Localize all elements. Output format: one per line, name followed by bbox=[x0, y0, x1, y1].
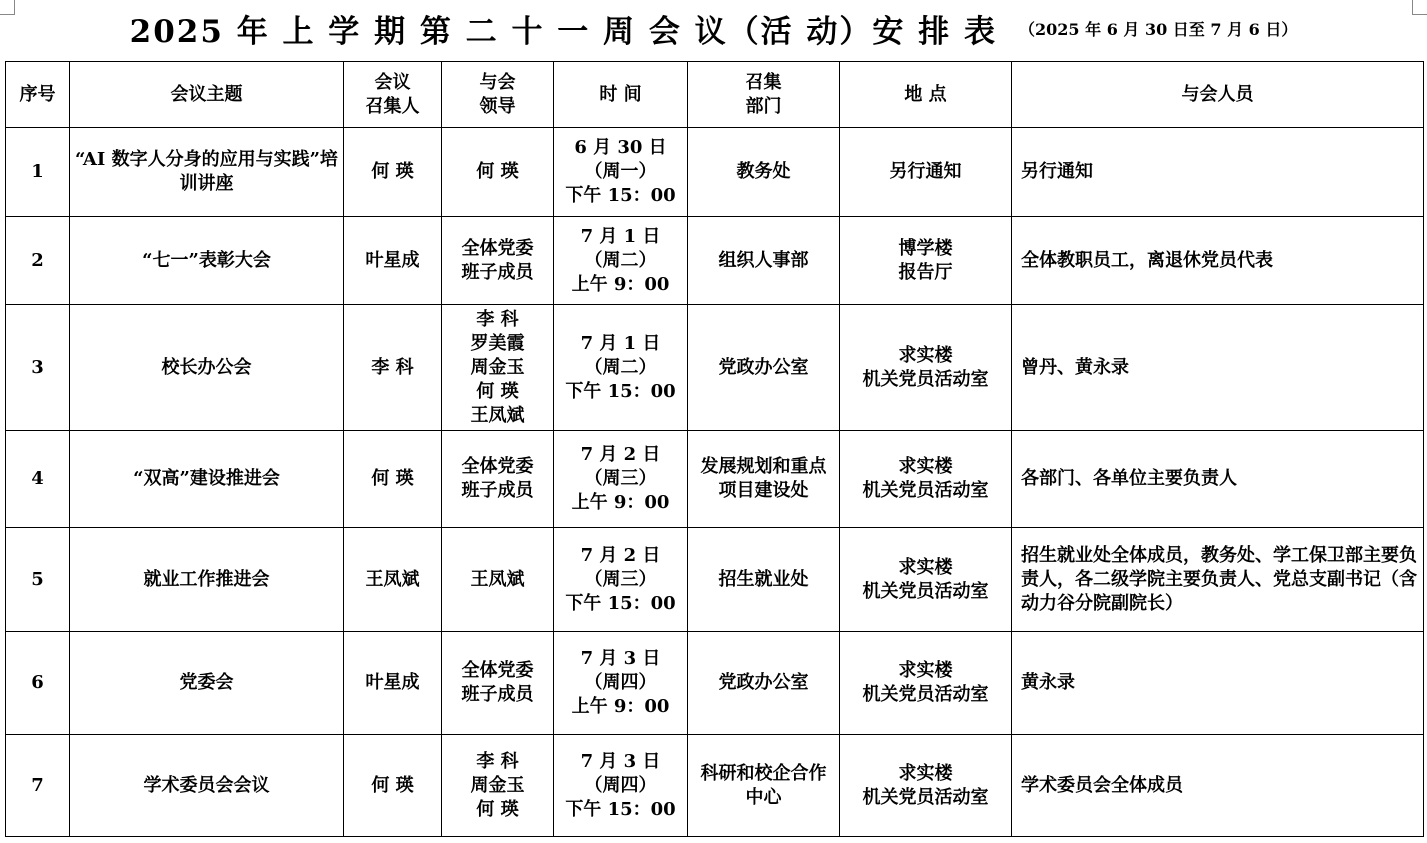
row-leaders: 李 科 罗美霞 周金玉 何 瑛 王凤斌 bbox=[442, 305, 554, 431]
row-topic: “AI 数字人分身的应用与实践”培训讲座 bbox=[70, 128, 344, 217]
header-topic: 会议主题 bbox=[70, 62, 344, 128]
row-convener: 王凤斌 bbox=[344, 528, 442, 632]
row-department: 组织人事部 bbox=[688, 217, 840, 305]
row-location: 另行通知 bbox=[840, 128, 1012, 217]
row-location: 博学楼 报告厅 bbox=[840, 217, 1012, 305]
row-leaders: 何 瑛 bbox=[442, 128, 554, 217]
row-convener: 何 瑛 bbox=[344, 735, 442, 837]
row-topic: 党委会 bbox=[70, 632, 344, 735]
row-time: 6 月 30 日 （周一） 下午 15：00 bbox=[554, 128, 688, 217]
row-time: 7 月 2 日 （周三） 下午 15：00 bbox=[554, 528, 688, 632]
row-topic: “双高”建设推进会 bbox=[70, 431, 344, 528]
row-location: 求实楼 机关党员活动室 bbox=[840, 305, 1012, 431]
row-seq: 2 bbox=[6, 217, 70, 305]
row-department: 党政办公室 bbox=[688, 305, 840, 431]
page-title: 2025 年 上 学 期 第 二 十 一 周 会 议（活 动）安 排 表 bbox=[129, 13, 998, 50]
table-row bbox=[6, 128, 1424, 217]
row-convener: 何 瑛 bbox=[344, 431, 442, 528]
row-department: 发展规划和重点项目建设处 bbox=[688, 431, 840, 528]
row-topic: 学术委员会会议 bbox=[70, 735, 344, 837]
row-location: 求实楼 机关党员活动室 bbox=[840, 735, 1012, 837]
row-department: 招生就业处 bbox=[688, 528, 840, 632]
row-topic: “七一”表彰大会 bbox=[70, 217, 344, 305]
row-department: 党政办公室 bbox=[688, 632, 840, 735]
row-topic: 校长办公会 bbox=[70, 305, 344, 431]
header-convener: 会议 召集人 bbox=[344, 62, 442, 128]
header-department: 召集 部门 bbox=[688, 62, 840, 128]
header-attendees: 与会人员 bbox=[1012, 62, 1424, 128]
row-attendees: 另行通知 bbox=[1012, 128, 1424, 217]
table-row bbox=[6, 431, 1424, 528]
row-attendees: 全体教职员工，离退休党员代表 bbox=[1012, 217, 1424, 305]
row-location: 求实楼 机关党员活动室 bbox=[840, 528, 1012, 632]
table-row bbox=[6, 632, 1424, 735]
row-seq: 1 bbox=[6, 128, 70, 217]
row-convener: 叶星成 bbox=[344, 217, 442, 305]
header-location: 地 点 bbox=[840, 62, 1012, 128]
row-leaders: 王凤斌 bbox=[442, 528, 554, 632]
header-row bbox=[6, 62, 1424, 128]
row-time: 7 月 3 日 （周四） 下午 15：00 bbox=[554, 735, 688, 837]
row-convener: 何 瑛 bbox=[344, 128, 442, 217]
row-topic: 就业工作推进会 bbox=[70, 528, 344, 632]
row-department: 教务处 bbox=[688, 128, 840, 217]
row-time: 7 月 2 日 （周三） 上午 9：00 bbox=[554, 431, 688, 528]
row-seq: 7 bbox=[6, 735, 70, 837]
row-attendees: 黄永录 bbox=[1012, 632, 1424, 735]
row-attendees: 招生就业处全体成员，教务处、学工保卫部主要负责人，各二级学院主要负责人、党总支副书记（含动力谷分院副院长） bbox=[1012, 528, 1424, 632]
row-seq: 5 bbox=[6, 528, 70, 632]
row-seq: 3 bbox=[6, 305, 70, 431]
header-time: 时 间 bbox=[554, 62, 688, 128]
row-leaders: 全体党委 班子成员 bbox=[442, 632, 554, 735]
row-time: 7 月 1 日 （周二） 下午 15：00 bbox=[554, 305, 688, 431]
row-leaders: 李 科 周金玉 何 瑛 bbox=[442, 735, 554, 837]
row-time: 7 月 1 日 （周二） 上午 9：00 bbox=[554, 217, 688, 305]
date-range: （2025 年 6 月 30 日至 7 月 6 日） bbox=[1019, 19, 1298, 39]
row-convener: 叶星成 bbox=[344, 632, 442, 735]
row-attendees: 曾丹、黄永录 bbox=[1012, 305, 1424, 431]
row-time: 7 月 3 日 （周四） 上午 9：00 bbox=[554, 632, 688, 735]
table-row bbox=[6, 528, 1424, 632]
row-seq: 6 bbox=[6, 632, 70, 735]
row-seq: 4 bbox=[6, 431, 70, 528]
row-location: 求实楼 机关党员活动室 bbox=[840, 632, 1012, 735]
schedule-table bbox=[5, 61, 1424, 837]
row-location: 求实楼 机关党员活动室 bbox=[840, 431, 1012, 528]
header-seq: 序号 bbox=[6, 62, 70, 128]
row-convener: 李 科 bbox=[344, 305, 442, 431]
row-leaders: 全体党委 班子成员 bbox=[442, 217, 554, 305]
row-department: 科研和校企合作中心 bbox=[688, 735, 840, 837]
table-row bbox=[6, 735, 1424, 837]
document-title bbox=[0, 0, 1427, 56]
row-leaders: 全体党委 班子成员 bbox=[442, 431, 554, 528]
header-leaders: 与会 领导 bbox=[442, 62, 554, 128]
row-attendees: 各部门、各单位主要负责人 bbox=[1012, 431, 1424, 528]
row-attendees: 学术委员会全体成员 bbox=[1012, 735, 1424, 837]
table-row bbox=[6, 305, 1424, 431]
table-row bbox=[6, 217, 1424, 305]
